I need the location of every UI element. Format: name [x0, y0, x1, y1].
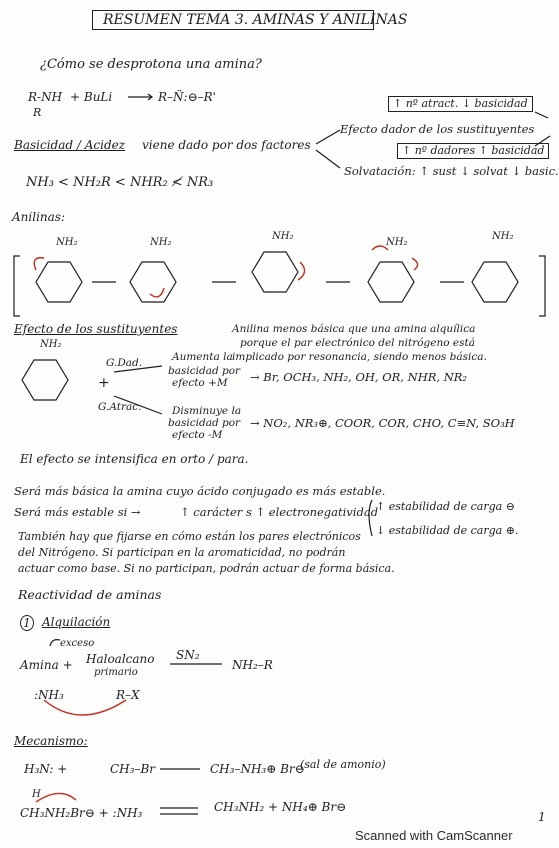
alquilacion-title: Alquilación [42, 615, 111, 629]
factor-line-top [316, 130, 340, 144]
rx-label: R–X [116, 688, 140, 702]
mech2-right: CH₃NH₂ + NH₄⊕ Br⊖ [214, 800, 347, 814]
box-attractors: ↑ nº atract. ↓ basicidad [388, 96, 533, 112]
edg-desc-1: Aumenta la [172, 351, 233, 363]
scanner-watermark: Scanned with CamScanner [355, 828, 513, 843]
alkylation-arrow [44, 700, 126, 715]
mech1-left: H₃N: + [24, 762, 68, 776]
ewg-arrow [114, 396, 162, 414]
deprot-reactant-sub: R [33, 106, 42, 119]
rule-1: Será más básica la amina cuyo ácido conjugado es más estable. [14, 484, 386, 498]
edg-desc-3: efecto +M [172, 377, 228, 389]
mech2-h: H [32, 789, 41, 800]
res-label-3: NH₂ [272, 231, 294, 242]
plus-sign: + [98, 375, 110, 391]
curved-arrow-4 [372, 246, 388, 250]
rule-2-right-2: ↓ estabilidad de carga ⊕. [376, 524, 519, 537]
box-donors: ↑ nº dadores ↑ basicidad [397, 143, 549, 159]
ring-5 [472, 262, 518, 302]
alkylation-product: NH₂–R [232, 658, 273, 672]
question: ¿Cómo se desprotona una amina? [40, 57, 262, 72]
edg-arrow [114, 366, 162, 372]
box-arrow [535, 112, 548, 118]
ewg-desc-2: basicidad por [168, 417, 241, 429]
effect-note-3: implicado por resonancia, siendo menos básica. [232, 351, 487, 363]
res-label-1: NH₂ [56, 237, 78, 248]
mech-arrow-red [36, 793, 76, 802]
effect-title: Efecto de los sustituyentes [14, 322, 178, 336]
bracket-right [539, 256, 545, 316]
curved-arrow-3 [298, 262, 305, 280]
nh3-label: :NH₃ [34, 688, 64, 702]
curved-arrow-5 [412, 258, 418, 270]
factor-effect: Efecto dador de los sustituyentes [340, 122, 535, 136]
basicity-order: NH₃ < NH₂R < NHR₂ ≮ NR₃ [26, 175, 214, 190]
factor-line-bottom [316, 150, 340, 168]
ewg-desc-3: efecto -M [172, 429, 223, 441]
exceso-label: exceso [60, 638, 95, 649]
ewg-list: → NO₂, NR₃⊕, COOR, COR, CHO, C≡N, SO₃H [250, 416, 515, 430]
res-label-5: NH₂ [492, 231, 514, 242]
box-arrow-2 [535, 136, 550, 146]
edg-label: G.Dad. [106, 357, 143, 369]
mech1-right: CH₃–NH₃⊕ Br⊖ [210, 762, 305, 776]
res-label-2: NH₂ [150, 237, 172, 248]
curved-arrow-2 [150, 288, 164, 297]
aromatic-2: del Nitrógeno. Si participan en la aromaticidad, no podrán [18, 546, 346, 559]
mecanismo-title: Mecanismo: [14, 734, 88, 748]
deprot-reactant: R-NH [28, 90, 63, 104]
ortho-para: El efecto se intensifica en orto / para. [20, 452, 249, 466]
deprot-plus: + BuLi [70, 90, 113, 104]
aromatic-3: actuar como base. Si no participan, podrán actuar de forma básica. [18, 562, 395, 575]
basicity-title: Basicidad / Acidez [14, 138, 126, 152]
curved-arrow-1 [34, 258, 44, 270]
aniline-nh2-label: NH₂ [40, 339, 62, 350]
res-label-4: NH₂ [386, 237, 408, 248]
deprot-product: R–N̈:⊖–R' [158, 90, 216, 104]
edg-desc-2: basicidad por [168, 365, 241, 377]
ring-4 [368, 262, 414, 302]
aromatic-1: También hay que fijarse en cómo están los pares electrónicos [18, 530, 361, 543]
page-number: 1 [538, 810, 546, 824]
ring-1 [36, 262, 82, 302]
haloalcano: Haloalcano [86, 652, 155, 666]
primario: primario [94, 667, 138, 678]
sn2-label: SN₂ [176, 648, 200, 662]
amina-plus: Amina + [20, 658, 73, 672]
ring-3 [252, 252, 298, 292]
mech1-note: (sal de amonio) [300, 758, 386, 771]
rule-2-right-1: ↑ estabilidad de carga ⊖ [376, 500, 515, 513]
solvation: Solvatación: ↑ sust ↓ solvat ↓ basic. [344, 164, 559, 178]
basicity-desc: viene dado por dos factores [142, 138, 311, 152]
bracket-left [14, 256, 20, 316]
ring-aniline [22, 360, 68, 400]
mech1-mid: CH₃–Br [110, 762, 156, 776]
section-number: 1 [20, 615, 34, 631]
anilinas-title: Anilinas: [12, 210, 65, 224]
ewg-label: G.Atrac. [98, 401, 142, 413]
rule-2-left: Será más estable si → [14, 505, 141, 519]
exceso-arrow [50, 640, 60, 646]
mech2-left: CH₃NH₂Br⊖ + :NH₃ [20, 806, 143, 820]
edg-list: → Br, OCH₃, NH₂, OH, OR, NHR, NR₂ [250, 370, 468, 384]
ewg-desc-1: Disminuye la [172, 405, 242, 417]
rule-2-mid: ↑ carácter s ↑ electronegatividad [180, 505, 379, 519]
effect-note-1: Anilina menos básica que una amina alquílica [232, 323, 476, 335]
reactividad-title: Reactividad de aminas [18, 587, 162, 602]
page-title: RESUMEN TEMA 3. AMINAS Y ANILINAS [92, 10, 374, 30]
effect-note-2: porque el par electrónico del nitrógeno está [240, 337, 475, 349]
rule-brace [369, 500, 372, 536]
